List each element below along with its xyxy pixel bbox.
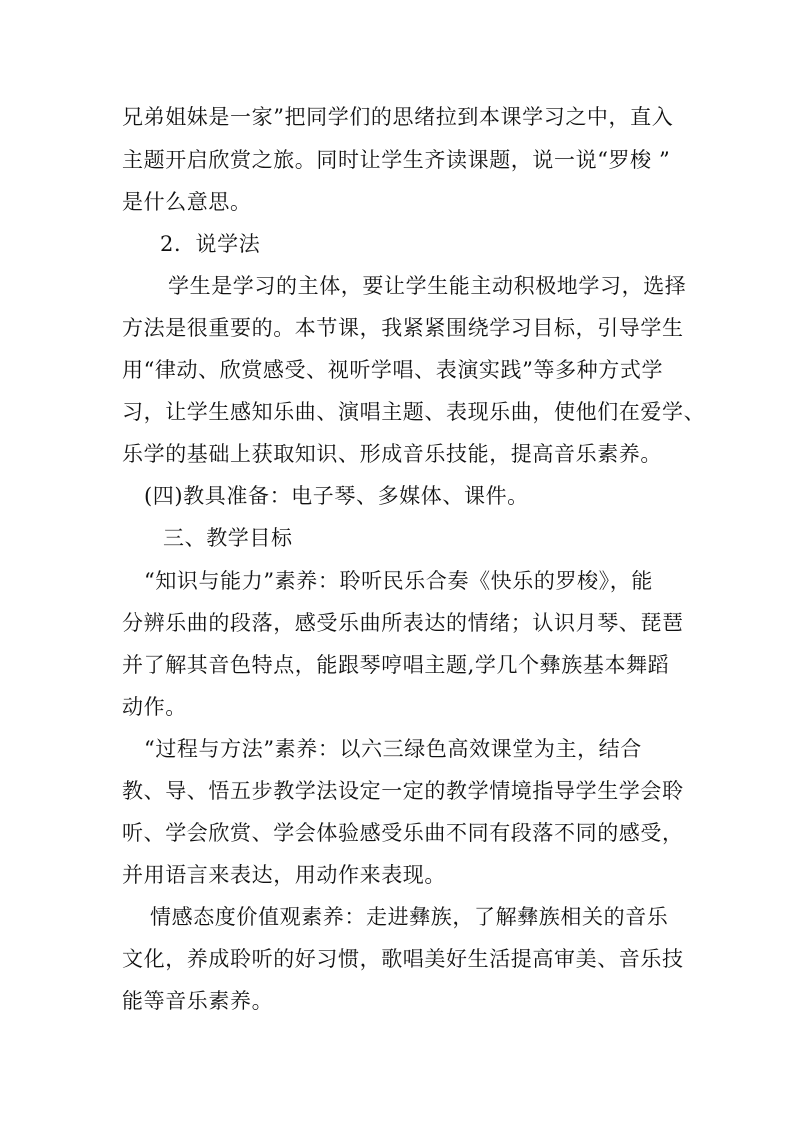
text-line: 听、学会欣赏、学会体验感受乐曲不同有段落不同的感受， [122, 821, 684, 845]
text-line: “过程与方法”素养：以六三绿色高效课堂为主，结合 [144, 737, 642, 761]
text-line: 用“律动、欣赏感受、视听学唱、表演实践”等多种方式学 [122, 358, 664, 382]
text-line: 习，让学生感知乐曲、演唱主题、表现乐曲，使他们在爱学、 [122, 400, 706, 424]
text-line: 教、导、悟五步教学法设定一定的教学情境指导学生学会聆 [122, 779, 684, 803]
text-line: 是什么意思。 [122, 190, 252, 214]
text-line: 能等音乐素养。 [122, 989, 274, 1013]
text-line: 情感态度价值观素养：走进彝族，了解彝族相关的音乐 [150, 905, 669, 929]
text-line: 动作。 [122, 695, 187, 719]
section-heading: (四)教具准备：电子琴、多媒体、课件。 [144, 484, 529, 508]
text-line: 学生是学习的主体，要让学生能主动积极地学习，选择 [168, 274, 687, 298]
text-line: 乐学的基础上获取知识、形成音乐技能，提高音乐素养。 [122, 442, 662, 466]
section-heading: 2．说学法 [160, 232, 261, 256]
text-line: 并了解其音色特点，能跟琴哼唱主题,学几个彝族基本舞蹈 [122, 653, 670, 677]
text-line: 方法是很重要的。本节课，我紧紧围绕学习目标，引导学生 [122, 316, 684, 340]
text-line: 文化，养成聆听的好习惯，歌唱美好生活提高审美、音乐技 [122, 947, 684, 971]
text-line: 分辨乐曲的段落，感受乐曲所表达的情绪；认识月琴、琵琶 [122, 611, 684, 635]
text-line: “知识与能力”素养：聆听民乐合奏《快乐的罗梭》，能 [144, 569, 653, 593]
text-line: 兄弟姐妹是一家”把同学们的思绪拉到本课学习之中，直入 [122, 105, 674, 129]
text-line: 并用语言来表达，用动作来表现。 [122, 863, 446, 887]
text-line: 主题开启欣赏之旅。同时让学生齐读课题，说一说“罗梭 ” [122, 148, 671, 172]
section-heading: 三、教学目标 [163, 526, 293, 550]
